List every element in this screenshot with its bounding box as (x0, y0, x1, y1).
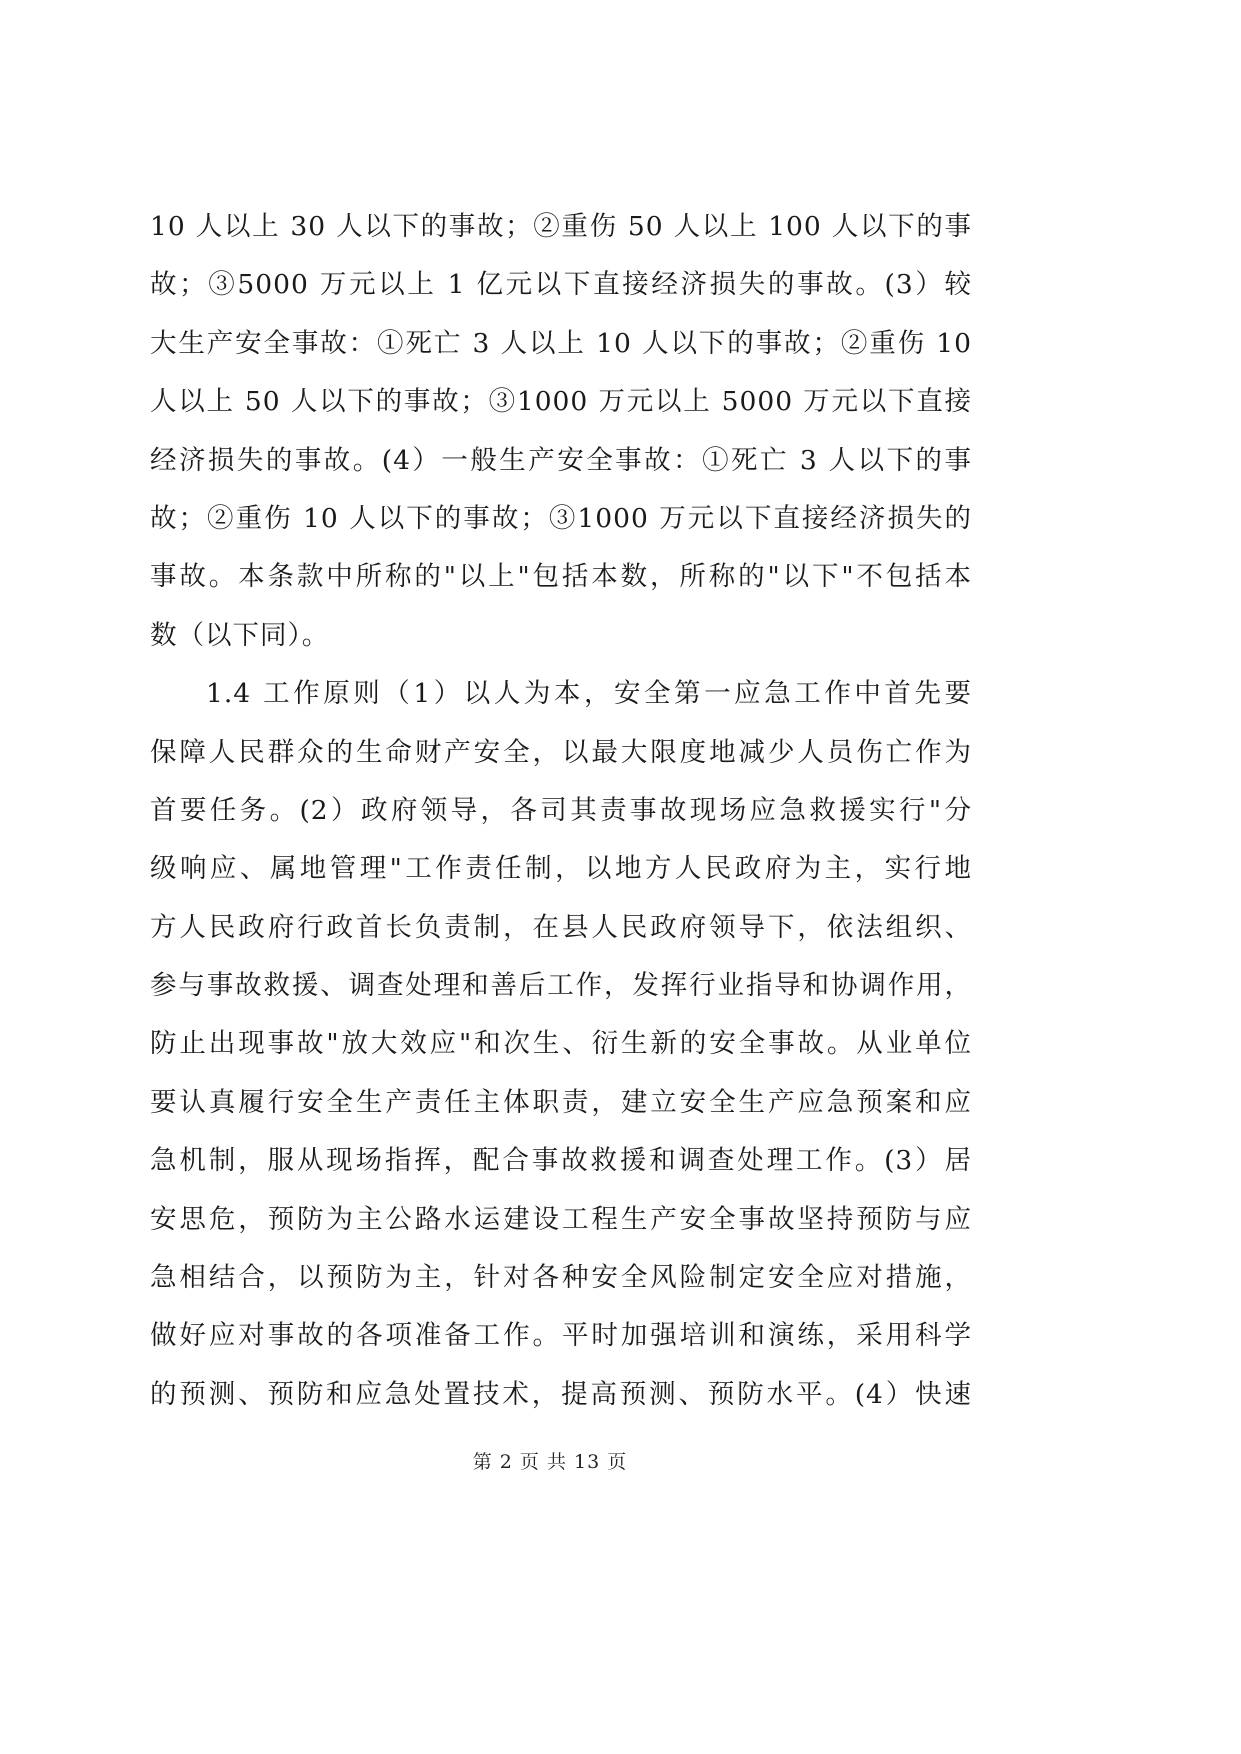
body-line: 经济损失的事故。(4）一般生产安全事故：①死亡 3 人以下的事 (150, 444, 972, 476)
body-line: 做好应对事故的各项准备工作。平时加强培训和演练，采用科学 (150, 1320, 972, 1352)
body-line: 方人民政府行政首长负责制，在县人民政府领导下，依法组织、 (150, 911, 972, 943)
body-line: 事故。本条款中所称的"以上"包括本数，所称的"以下"不包括本 (150, 561, 972, 593)
body-line: 的预测、预防和应急处置技术，提高预测、预防水平。(4）快速 (150, 1378, 972, 1410)
body-line: 首要任务。(2）政府领导，各司其责事故现场应急救援实行"分 (150, 794, 972, 826)
page-number-footer: 第 2 页 共 13 页 (472, 1451, 628, 1473)
body-line: 数（以下同）。 (150, 619, 330, 651)
body-line: 要认真履行安全生产责任主体职责，建立安全生产应急预案和应 (150, 1086, 972, 1118)
body-line: 急相结合，以预防为主，针对各种安全风险制定安全应对措施， (150, 1262, 972, 1294)
body-line: 级响应、属地管理"工作责任制，以地方人民政府为主，实行地 (150, 853, 972, 885)
body-line: 急机制，服从现场指挥，配合事故救援和调查处理工作。(3）居 (150, 1145, 972, 1177)
body-line: 故；②重伤 10 人以下的事故；③1000 万元以下直接经济损失的 (150, 502, 972, 534)
document-body (150, 198, 972, 1424)
body-line: 1.4 工作原则（1）以人为本，安全第一应急工作中首先要 (206, 678, 972, 710)
body-line: 人以上 50 人以下的事故；③1000 万元以上 5000 万元以下直接 (150, 386, 972, 418)
body-line: 参与事故救援、调查处理和善后工作，发挥行业指导和协调作用， (150, 970, 972, 1002)
body-line: 安思危，预防为主公路水运建设工程生产安全事故坚持预防与应 (150, 1203, 972, 1235)
body-line: 保障人民群众的生命财产安全，以最大限度地减少人员伤亡作为 (150, 736, 972, 768)
body-line: 大生产安全事故：①死亡 3 人以上 10 人以下的事故；②重伤 10 (150, 327, 972, 359)
body-line: 防止出现事故"放大效应"和次生、衍生新的安全事故。从业单位 (150, 1028, 972, 1060)
body-line: 故；③5000 万元以上 1 亿元以下直接经济损失的事故。(3）较 (150, 269, 972, 301)
body-line: 10 人以上 30 人以下的事故；②重伤 50 人以上 100 人以下的事 (150, 211, 972, 242)
